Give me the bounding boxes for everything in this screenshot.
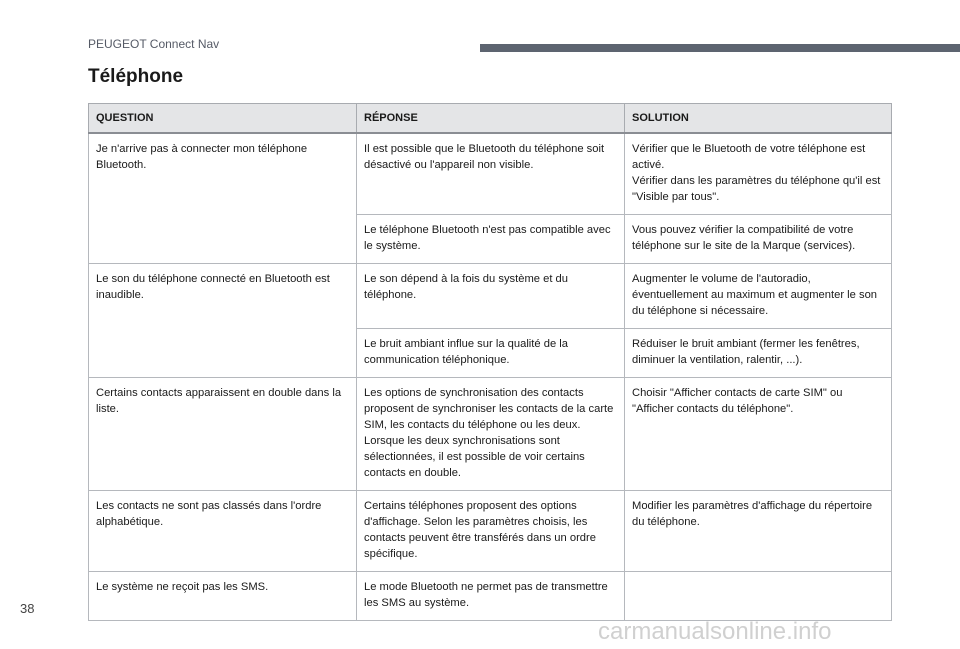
question-cell: Certains contacts apparaissent en double dans la liste. — [89, 378, 357, 491]
header-bar — [480, 44, 960, 52]
solution-cell: Vous pouvez vérifier la compatibilité de votre téléphone sur le site de la Marque (services). — [625, 215, 892, 264]
faq-table — [88, 103, 892, 621]
watermark: carmanualsonline.info — [598, 618, 832, 645]
header-title: PEUGEOT Connect Nav — [88, 37, 220, 51]
table-row — [89, 264, 892, 329]
section-title: Téléphone — [88, 66, 184, 87]
question-cell: Le son du téléphone connecté en Bluetooth est inaudible. — [89, 264, 357, 378]
reponse-cell: Certains téléphones proposent des options d'affichage. Selon les paramètres choisis, les contacts peuvent être transférés dans un ordre spécifique. — [357, 491, 625, 572]
reponse-cell: Le bruit ambiant influe sur la qualité de la communication téléphonique. — [357, 329, 625, 378]
table-row — [89, 378, 892, 491]
reponse-cell: Il est possible que le Bluetooth du téléphone soit désactivé ou l'appareil non visible. — [357, 133, 625, 215]
question-cell: Le système ne reçoit pas les SMS. — [89, 572, 357, 621]
question-cell: Je n'arrive pas à connecter mon téléphone Bluetooth. — [89, 133, 357, 264]
table-row — [89, 491, 892, 572]
column-header-question: QUESTION — [89, 104, 357, 134]
solution-cell: Choisir "Afficher contacts de carte SIM" ou "Afficher contacts du téléphone". — [625, 378, 892, 491]
solution-cell: Augmenter le volume de l'autoradio, éventuellement au maximum et augmenter le son du téléphone si nécessaire. — [625, 264, 892, 329]
reponse-cell: Le mode Bluetooth ne permet pas de transmettre les SMS au système. — [357, 572, 625, 621]
solution-cell — [625, 572, 892, 621]
column-header-reponse: RÉPONSE — [357, 104, 625, 134]
question-cell: Les contacts ne sont pas classés dans l'ordre alphabétique. — [89, 491, 357, 572]
table-row — [89, 572, 892, 621]
page-number: 38 — [20, 601, 35, 616]
table-row — [89, 133, 892, 215]
column-header-solution: SOLUTION — [625, 104, 892, 134]
solution-cell: Modifier les paramètres d'affichage du répertoire du téléphone. — [625, 491, 892, 572]
reponse-cell: Le son dépend à la fois du système et du téléphone. — [357, 264, 625, 329]
reponse-cell: Les options de synchronisation des contacts proposent de synchroniser les contacts de la carte SIM, les contacts du téléphone ou les deux. Lorsque les deux synchronisations sont sélectionnées, il est possible de voir certains contacts en double. — [357, 378, 625, 491]
solution-cell: Réduiser le bruit ambiant (fermer les fenêtres, diminuer la ventilation, ralentir, ...). — [625, 329, 892, 378]
reponse-cell: Le téléphone Bluetooth n'est pas compatible avec le système. — [357, 215, 625, 264]
solution-cell: Vérifier que le Bluetooth de votre téléphone est activé. Vérifier dans les paramètres du téléphone qu'il est "Visible par tous". — [625, 133, 892, 215]
table-header-row — [89, 104, 892, 134]
